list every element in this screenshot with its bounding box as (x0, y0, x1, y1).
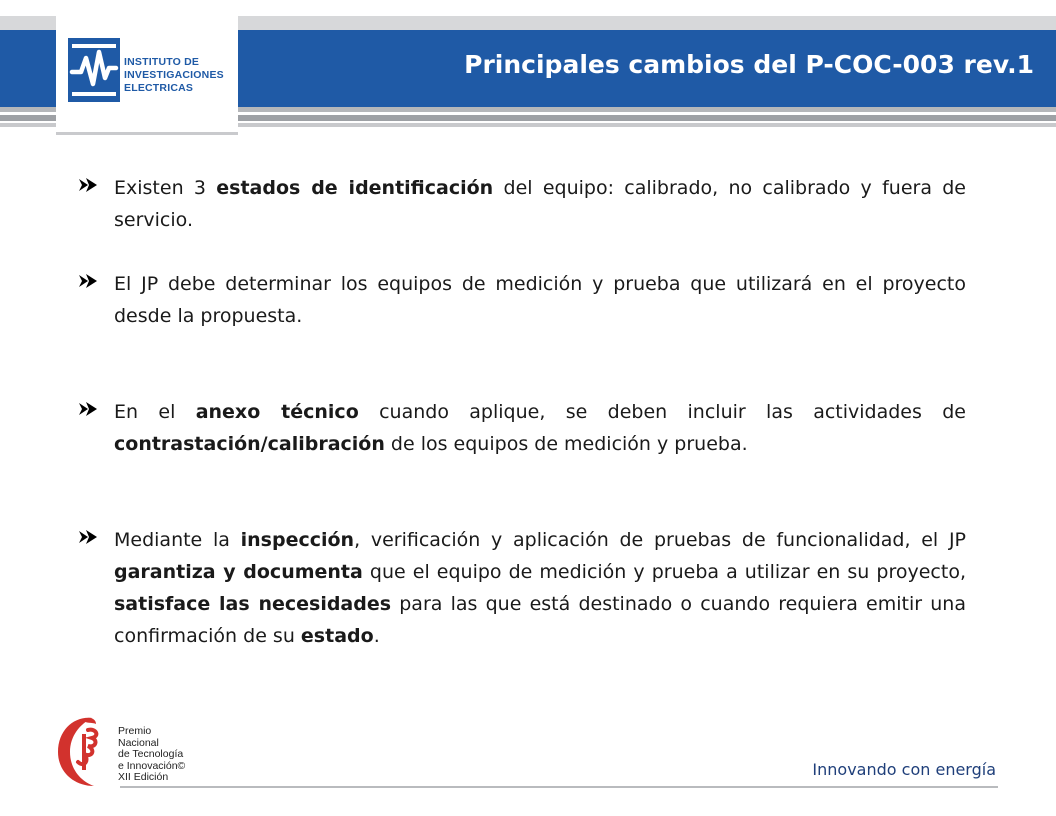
bold-text: satisface las necesidades (114, 593, 392, 615)
award-emblem-icon (52, 712, 114, 792)
bullet-item (78, 172, 966, 236)
footer-divider (120, 786, 998, 788)
award-line: e Innovación© (118, 759, 186, 772)
slide-header (0, 0, 1056, 135)
arrow-bullet-icon (78, 177, 98, 193)
bold-text: garantiza y documenta (114, 561, 363, 583)
award-text (118, 726, 185, 784)
award-line: Nacional (118, 736, 159, 749)
award-line: Premio (118, 725, 152, 737)
logo-line: INVESTIGACIONES (124, 69, 224, 81)
bullet-item (78, 396, 966, 460)
bullet-text: Mediante la inspección, verificación y aplicación de pruebas de funcionalidad, el JP garantiza y documenta que el equipo de medición y prueba a utilizar en su proyecto, satisface las necesidades para las que está destinado o cuando requiera emitir una confirmación de su estado. (114, 529, 966, 647)
arrow-bullet-icon (78, 273, 98, 289)
bullet-item (78, 268, 966, 332)
page-title: Principales cambios del P-COC-003 rev.1 (464, 50, 1034, 79)
logo-line: INSTITUTO DE (124, 56, 200, 68)
bold-text: estado (300, 625, 374, 647)
bullet-text: Existen 3 estados de identificación del equipo: calibrado, no calibrado y fuera de servicio. (114, 177, 967, 231)
iie-logo (56, 16, 238, 135)
bullet-text: El JP debe determinar los equipos de medición y prueba que utilizará en el proyecto desde la propuesta. (114, 273, 966, 327)
footer-slogan: Innovando con energía (812, 760, 996, 779)
bullet-text: En el anexo técnico cuando aplique, se deben incluir las actividades de contrastación/calibración de los equipos de medición y prueba. (114, 401, 966, 455)
arrow-bullet-icon (78, 401, 98, 417)
award-line: XII Edición (118, 771, 169, 783)
bold-text: contrastación/calibración (114, 433, 385, 455)
award-logo (52, 712, 202, 796)
bold-text: anexo técnico (195, 401, 359, 423)
arrow-bullet-icon (78, 529, 98, 545)
award-line: de Tecnología (118, 748, 184, 760)
logo-line: ELECTRICAS (124, 82, 194, 94)
bullet-item (78, 524, 966, 652)
iie-logo-text (124, 56, 224, 95)
bold-text: inspección (240, 529, 355, 551)
bold-text: estados de identificación (216, 177, 494, 199)
iie-logo-icon (68, 38, 120, 102)
